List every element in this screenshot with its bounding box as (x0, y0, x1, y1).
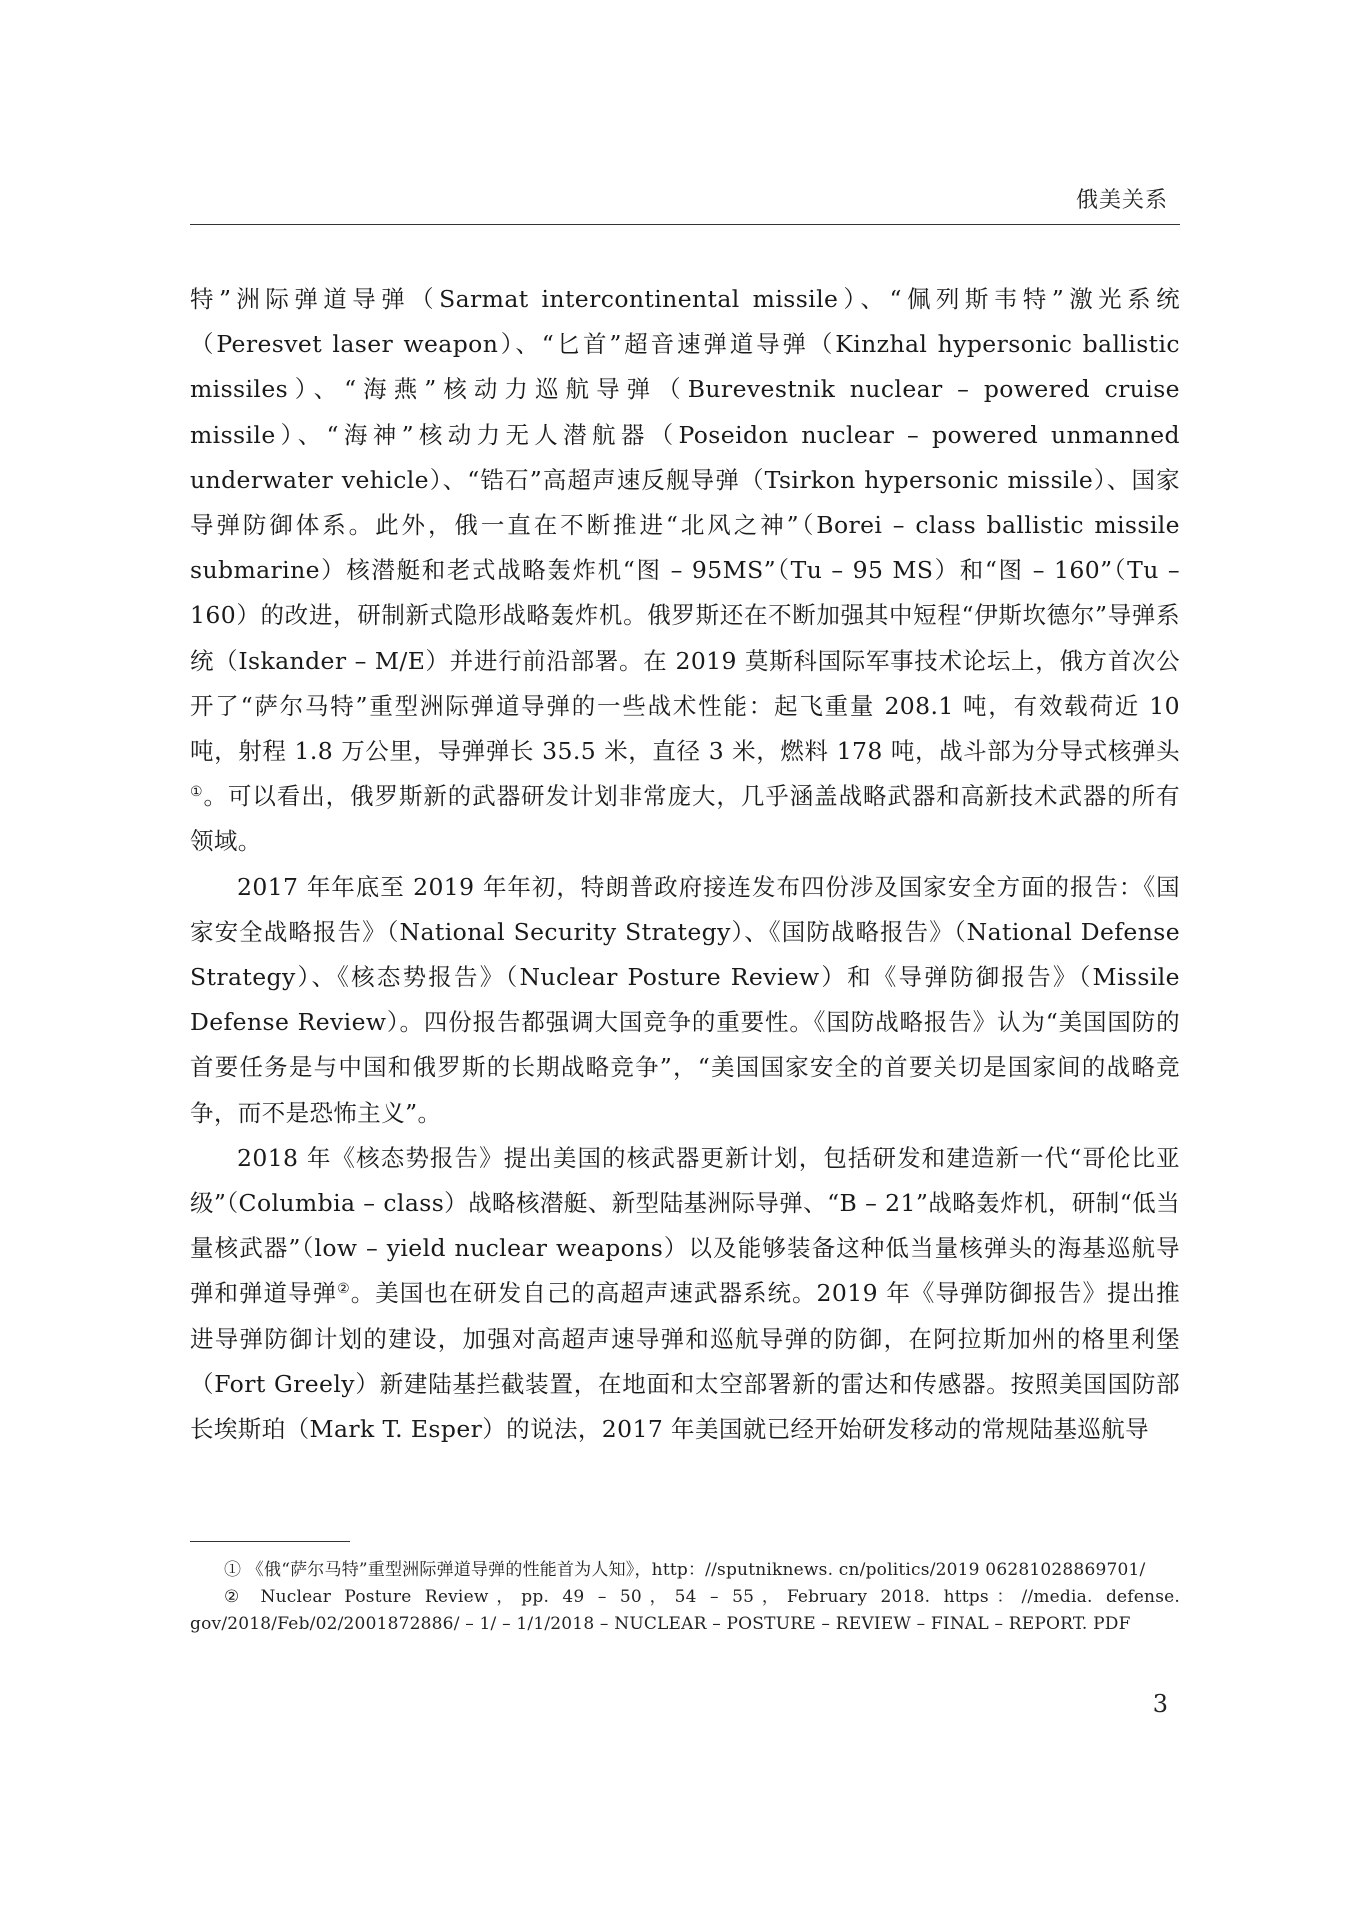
footnote-2: ② Nuclear Posture Review，pp. 49 – 50，54 – 55，February 2018. https：//media. defense. gov/2018/Feb/02/2001872886/ – 1/ – 1/1/2018 – NUCLEAR – POSTURE – REVIEW – FINAL – REPORT. PDF (190, 1587, 1180, 1634)
paragraph-3-text: 2018 年《核态势报告》提出美国的核武器更新计划，包括研发和建造新一代“哥伦比亚级”（Columbia – class）战略核潜艇、新型陆基洲际导弹、“B – 21”战略轰炸机，研制“低当量核武器”（low – yield nuclear weapons）以及能够装备这种低当量核弹头的海基巡航导弹和弹道导弹 (190, 1143, 1180, 1308)
paragraph-1-text: 特”洲际弹道导弹（Sarmat intercontinental missile）、“佩列斯韦特”激光系统（Peresvet laser weapon）、“匕首”超音速弹道导弹（Kinzhal hypersonic ballistic missiles）、“海燕”核动力巡航导弹（Burevestnik nuclear – powered cruise missile）、“海神”核动力无人潜航器（Poseidon nuclear – powered unmanned underwater vehicle）、“锆石”高超声速反舰导弹（Tsirkon hypersonic missile）、国家导弹防御体系。此外，俄一直在不断推进“北风之神”（Borei – class ballistic missile submarine）核潜艇和老式战略轰炸机“图 – 95MS”（Tu – 95 MS）和“图 – 160”（Tu – 160）的改进，研制新式隐形战略轰炸机。俄罗斯还在不断加强其中短程“伊斯坎德尔”导弹系统（Iskander – M/E）并进行前沿部署。在 2019 莫斯科国际军事技术论坛上，俄方首次公开了“萨尔马特”重型洲际弹道导弹的一些战术性能：起飞重量 208.1 吨，有效载荷近 10 吨，射程 1.8 万公里，导弹弹长 35.5 米，直径 3 米，燃料 178 吨，战斗部为分导式核弹头 (190, 285, 1180, 766)
footnote-ref-2[interactable]: ② (337, 1281, 351, 1298)
footnote-divider (190, 1541, 350, 1542)
page-number: 3 (1152, 1690, 1168, 1718)
footnote-ref-1[interactable]: ① (190, 784, 204, 801)
header-divider (190, 224, 1180, 225)
footnote-1: ① 《俄“萨尔马特”重型洲际弹道导弹的性能首为人知》，http：//sputniknews. cn/politics/2019 06281028869701/ (224, 1560, 1146, 1580)
paragraph-1 (190, 277, 1180, 865)
paragraph-1-end: 。可以看出，俄罗斯新的武器研发计划非常庞大，几乎涵盖战略武器和高新技术武器的所有领域。 (190, 782, 1181, 856)
running-header: 俄美关系 (1075, 188, 1168, 213)
body-text (190, 277, 1180, 1452)
footnotes (190, 1557, 1180, 1638)
paragraph-3-end: 。美国也在研发自己的高超声速武器系统。2019 年《导弹防御报告》提出推进导弹防御计划的建设，加强对高超声速导弹和巡航导弹的防御，在阿拉斯加州的格里利堡（Fort Greely）新建陆基拦截装置，在地面和太空部署新的雷达和传感器。按照美国国防部长埃斯珀（Mark T. Esper）的说法，2017 年美国就已经开始研发移动的常规陆基巡航导 (190, 1279, 1180, 1444)
paragraph-3 (190, 1136, 1180, 1452)
paragraph-2: 2017 年年底至 2019 年年初，特朗普政府接连发布四份涉及国家安全方面的报告：《国家安全战略报告》（National Security Strategy）、《国防战略报告》（National Defense Strategy）、《核态势报告》（Nuclear Posture Review）和《导弹防御报告》（Missile Defense Review）。四份报告都强调大国竞争的重要性。《国防战略报告》认为“美国国防的首要任务是与中国和俄罗斯的长期战略竞争”，“美国国家安全的首要关切是国家间的战略竞争，而不是恐怖主义”。 (190, 872, 1180, 1127)
